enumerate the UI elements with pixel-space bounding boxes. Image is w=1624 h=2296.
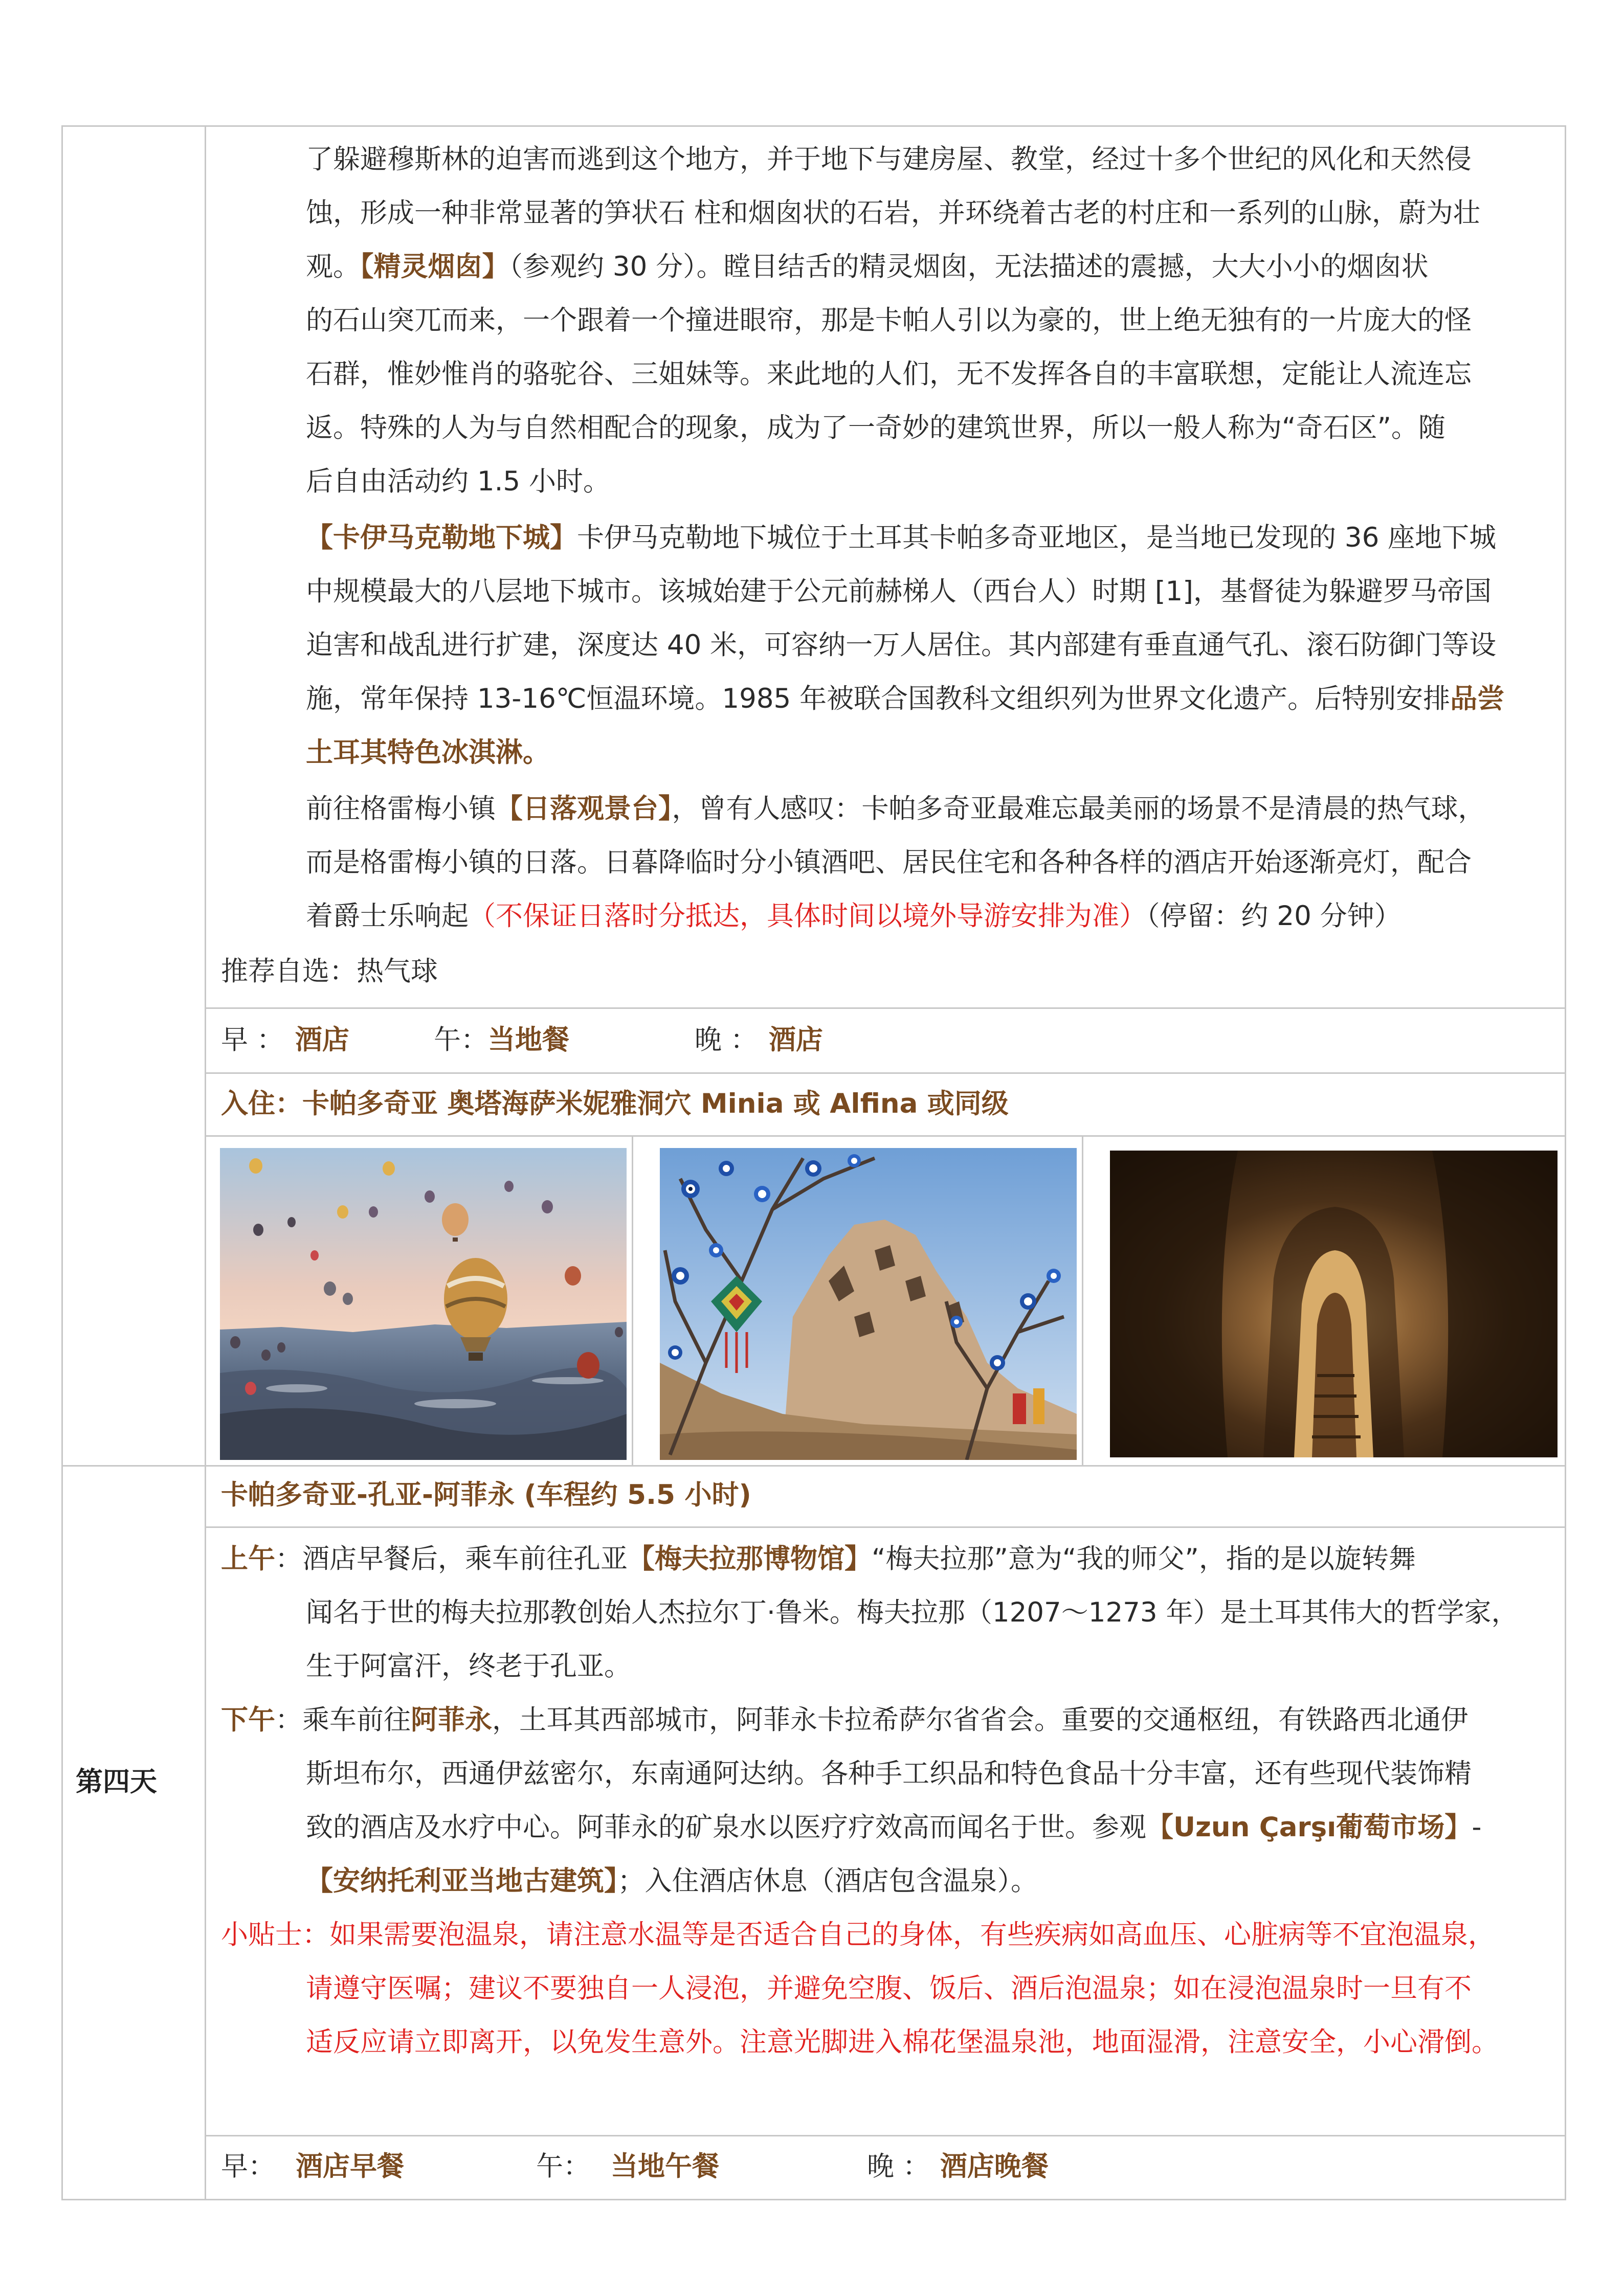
meals-row	[221, 1014, 349, 1067]
hot-spring-tip: 请遵守医嘱；建议不要独自一人浸泡，并避免空腹、饭后、酒后泡温泉；如在浸泡温泉时一旦有不	[306, 1973, 1472, 2004]
text-segment: 致的酒店及水疗中心。阿菲永的矿泉水以医疗疗效高而闻名于世。参观	[306, 1812, 1146, 1843]
paragraph-line: 石群，惟妙惟肖的骆驼谷、三姐妹等。来此地的人们，无不发挥各自的丰富联想，定能让人流连忘	[306, 358, 1472, 390]
paragraph-line	[306, 240, 1429, 294]
breakfast-value: 酒店早餐	[296, 2151, 404, 2182]
paragraph-line: 蚀，形成一种非常显著的笋状石 柱和烟囱状的石岩，并环绕着古老的村庄和一系列的山脉，蔚为壮	[306, 197, 1480, 229]
paragraph-line	[306, 672, 1504, 726]
breakfast-value: 酒店	[295, 1024, 349, 1055]
dinner-cell	[867, 2140, 1049, 2193]
morning-label: 上午	[221, 1543, 275, 1574]
underground-city-photo	[1110, 1151, 1558, 1457]
day-divider	[61, 1465, 1566, 1467]
paragraph-line	[306, 1855, 1038, 1908]
underground-city-highlight: 【卡伊马克勒地下城】	[306, 522, 577, 553]
afternoon-label: 下午	[221, 1704, 275, 1736]
text-segment: 着爵士乐响起	[306, 901, 469, 932]
route-title: 卡帕多奇亚-孔亚-阿菲永 (车程约 5.5 小时)	[221, 1479, 751, 1511]
paragraph-line	[221, 1694, 1468, 1747]
dinner-cell	[695, 1014, 823, 1067]
text-segment: 观。	[306, 251, 360, 282]
hot-air-balloons-photo	[220, 1148, 627, 1460]
table-border-top	[61, 125, 1566, 127]
paragraph-line: 的石山突兀而来，一个跟着一个撞进眼帘，那是卡帕人引以为豪的，世上绝无独有的一片庞大的怪	[306, 305, 1472, 336]
dinner-value: 酒店晚餐	[940, 2151, 1049, 2182]
dinner-label: 晚 ：	[867, 2151, 930, 2182]
text-segment: 前往格雷梅小镇	[306, 793, 496, 824]
paragraph-line: 而是格雷梅小镇的日落。日暮降临时分小镇酒吧、居民住宅和各种各样的酒店开始逐渐亮灯，配合	[306, 847, 1472, 878]
row-divider	[205, 1007, 1566, 1009]
sunset-viewpoint-highlight: 【日落观景台】	[496, 793, 672, 824]
dinner-value: 酒店	[768, 1024, 823, 1055]
evil-eye-tree-photo	[660, 1148, 1077, 1460]
text-segment: ：乘车前往	[275, 1704, 411, 1736]
text-segment: ，土耳其西部城市，阿菲永卡拉希萨尔省省会。重要的交通枢纽，有铁路西北通伊	[492, 1704, 1468, 1736]
anatolian-buildings-highlight: 【安纳托利亚当地古建筑】	[306, 1865, 618, 1897]
itinerary-table	[61, 125, 1566, 2200]
paragraph-line	[221, 1533, 1416, 1586]
row-divider	[205, 1072, 1566, 1074]
table-border-right	[1565, 125, 1566, 2200]
afyon-highlight: 阿菲永	[411, 1704, 492, 1736]
lunch-cell	[536, 2140, 719, 2193]
text-segment: 施，常年保持 13-16℃恒温环境。1985 年被联合国教科文组织列为世界文化遗产。后特别安排	[306, 683, 1451, 714]
lunch-value: 当地餐	[488, 1024, 569, 1055]
text-segment: （参观约 30 分）。瞠目结舌的精灵烟囱，无法描述的震撼，大大小小的烟囱状	[509, 251, 1429, 282]
hot-spring-tip: 适反应请立即离开，以免发生意外。注意光脚进入棉花堡温泉池，地面湿滑，注意安全，小心滑倒。	[306, 2027, 1499, 2058]
paragraph-line: 斯坦布尔，西通伊兹密尔，东南通阿达纳。各种手工织品和特色食品十分丰富，还有些现代装饰精	[306, 1758, 1472, 1789]
paragraph-line	[306, 890, 1401, 943]
ice-cream-highlight: 土耳其特色冰淇淋。	[306, 737, 550, 768]
text-segment: ，曾有人感叹：卡帕多奇亚最难忘最美丽的场景不是清晨的热气球，	[672, 793, 1485, 824]
paragraph-line: 后自由活动约 1.5 小时。	[306, 466, 610, 497]
dinner-label: 晚 ：	[695, 1024, 758, 1055]
image-divider	[632, 1135, 633, 1465]
lunch-value: 当地午餐	[611, 2151, 719, 2182]
table-border-mid	[205, 125, 206, 2200]
sunset-disclaimer: （不保证日落时分抵达，具体时间以境外导游安排为准）	[469, 901, 1146, 932]
mevlana-museum-highlight: 【梅夫拉那博物馆】	[628, 1543, 872, 1574]
day-label: 第四天	[76, 1766, 157, 1797]
text-segment: ；入住酒店休息（酒店包含温泉）。	[617, 1865, 1038, 1897]
recommend-optional: 推荐自选：热气球	[221, 956, 438, 987]
paragraph-line: 中规模最大的八层地下城市。该城始建于公元前赫梯人（西台人）时期 [1]，基督徒为躲避罗马帝国	[306, 576, 1492, 607]
fairy-chimneys-highlight: 【精灵烟囱】	[360, 251, 509, 282]
breakfast-label: 早 ：	[221, 1024, 284, 1055]
lunch-label: 午：	[434, 1024, 488, 1055]
lunch-cell	[434, 1014, 569, 1067]
paragraph-line	[306, 511, 1496, 565]
hotel-info: 入住：卡帕多奇亚 奥塔海萨米妮雅洞穴 Minia 或 Alfina 或同级	[221, 1088, 1009, 1119]
table-border-bottom	[61, 2199, 1566, 2200]
hot-spring-tip: 小贴士：如果需要泡温泉，请注意水温等是否适合自己的身体，有些疾病如高血压、心脏病等不宜泡温泉，	[221, 1919, 1495, 1950]
table-border-left	[61, 125, 63, 2200]
paragraph-line: 了躲避穆斯林的迫害而逃到这个地方，并于地下与建房屋、教堂，经过十多个世纪的风化和天然侵	[306, 144, 1472, 175]
paragraph-line: 迫害和战乱进行扩建，深度达 40 米，可容纳一万人居住。其内部建有垂直通气孔、滚石防御门等设	[306, 629, 1497, 661]
text-segment: 卡伊马克勒地下城位于土耳其卡帕多奇亚地区，是当地已发现的 36 座地下城	[577, 522, 1497, 553]
paragraph-line: 生于阿富汗，终老于孔亚。	[306, 1651, 631, 1682]
lunch-label: 午：	[536, 2151, 590, 2182]
paragraph-line: 闻名于世的梅夫拉那教创始人杰拉尔丁·鲁米。梅夫拉那（1207～1273 年）是土耳其伟大的哲学家，	[306, 1597, 1519, 1628]
row-divider	[205, 1135, 1566, 1137]
meals-row	[221, 2140, 404, 2193]
paragraph-line: 返。特殊的人为与自然相配合的现象，成为了一奇妙的建筑世界，所以一般人称为“奇石区”。随	[306, 412, 1445, 443]
text-segment: “梅夫拉那”意为“我的师父”，指的是以旋转舞	[872, 1543, 1416, 1574]
image-divider	[1082, 1135, 1083, 1465]
grape-market-highlight: 【Uzun Çarşı葡萄市场】	[1146, 1812, 1472, 1843]
paragraph-line	[306, 1801, 1481, 1854]
row-divider	[205, 2135, 1566, 2136]
row-divider	[205, 1526, 1566, 1528]
breakfast-label: 早：	[221, 2151, 275, 2182]
text-segment: ：酒店早餐后，乘车前往孔亚	[275, 1543, 628, 1574]
text-segment: （停留：约 20 分钟）	[1146, 901, 1401, 932]
text-segment: -	[1472, 1812, 1482, 1843]
ice-cream-highlight: 品尝	[1450, 683, 1505, 714]
paragraph-line	[306, 782, 1485, 836]
